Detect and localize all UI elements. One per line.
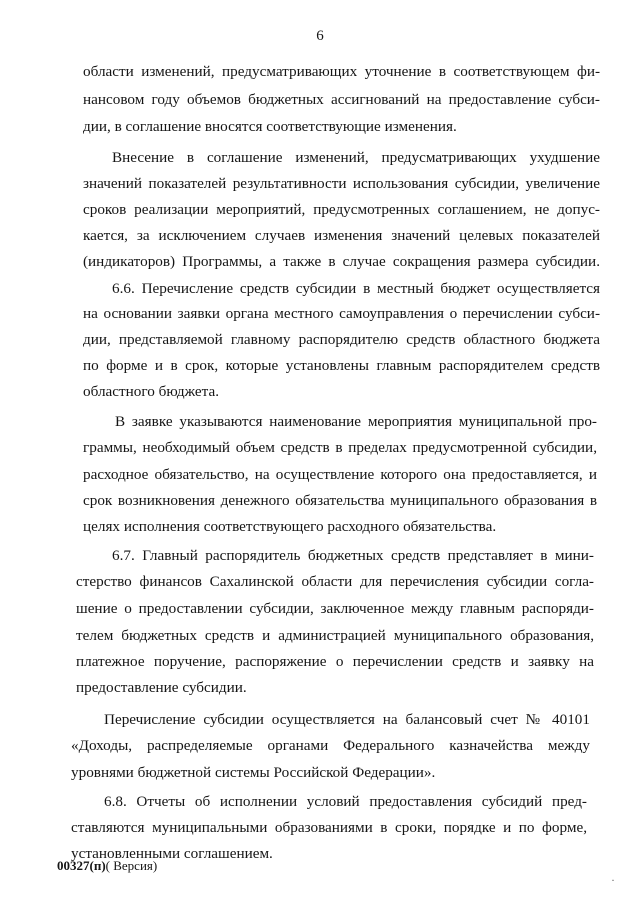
text-line: нансовом году объемов бюджетных ассигнований на предоставление субси- bbox=[83, 91, 600, 108]
text-line: срок возникновения денежного обязательства муниципального образования в bbox=[83, 492, 597, 509]
text-line: области изменений, предусматривающих уточнение в соответствующем фи- bbox=[83, 63, 600, 80]
text-line: областного бюджета. bbox=[83, 383, 220, 400]
document-footer bbox=[57, 858, 157, 874]
document-code: 00327(п) bbox=[57, 858, 106, 873]
text-line: Внесение в соглашение изменений, предусматривающих ухудшение bbox=[112, 149, 600, 166]
text-line: В заявке указываются наименование мероприятия муниципальной про- bbox=[115, 413, 597, 430]
text-line: шение о предоставлении субсидии, заключенное между главным распоряди- bbox=[76, 600, 594, 617]
text-line: стерство финансов Сахалинской области для перечисления субсидии согла- bbox=[76, 573, 594, 590]
text-line: телем бюджетных средств и администрацией муниципального образования, bbox=[76, 627, 594, 644]
text-line: значений показателей результативности использования субсидии, увеличение bbox=[83, 175, 600, 192]
text-line: целях исполнения соответствующего расходного обязательства. bbox=[83, 518, 497, 535]
text-line: «Доходы, распределяемые органами Федерального казначейства между bbox=[71, 737, 590, 754]
text-line: кается, за исключением случаев изменения значений целевых показателей bbox=[83, 227, 600, 244]
text-line: дии, в соглашение вносятся соответствующие изменения. bbox=[83, 118, 457, 135]
text-line: по форме и в срок, которые установлены главным распорядителем средств bbox=[83, 357, 600, 374]
document-version: ( Версия) bbox=[105, 858, 158, 873]
text-line: 6.6. Перечисление средств субсидии в местный бюджет осуществляется bbox=[112, 280, 600, 297]
text-line: граммы, необходимый объем средств в пределах предусмотренной субсидии, bbox=[83, 439, 597, 456]
text-line: платежное поручение, распоряжение о перечислении средств и заявку на bbox=[76, 653, 594, 670]
text-line: установленными соглашением. bbox=[71, 845, 273, 862]
text-line: (индикаторов) Программы, а также в случае сокращения размера субсидии. bbox=[83, 253, 600, 270]
text-line: расходное обязательство, на осуществление которого она предоставляется, и bbox=[83, 466, 597, 483]
text-line: 6.8. Отчеты об исполнении условий предоставления субсидий пред- bbox=[104, 793, 587, 810]
text-line: 6.7. Главный распорядитель бюджетных средств представляет в мини- bbox=[112, 547, 594, 564]
scan-mark: · bbox=[611, 873, 615, 887]
page-number: 6 bbox=[316, 28, 324, 44]
text-line: предоставление субсидии. bbox=[76, 679, 247, 696]
text-line: ставляются муниципальными образованиями в сроки, порядке и по форме, bbox=[71, 819, 587, 836]
text-line: Перечисление субсидии осуществляется на балансовый счет № 40101 bbox=[104, 711, 590, 728]
text-line: дии, представляемой главному распорядителю средств областного бюджета bbox=[83, 331, 600, 348]
text-line: уровнями бюджетной системы Российской Федерации». bbox=[71, 764, 436, 781]
text-line: на основании заявки органа местного самоуправления о перечислении субси- bbox=[83, 305, 600, 322]
text-line: сроков реализации мероприятий, предусмотренных соглашением, не допус- bbox=[83, 201, 600, 218]
